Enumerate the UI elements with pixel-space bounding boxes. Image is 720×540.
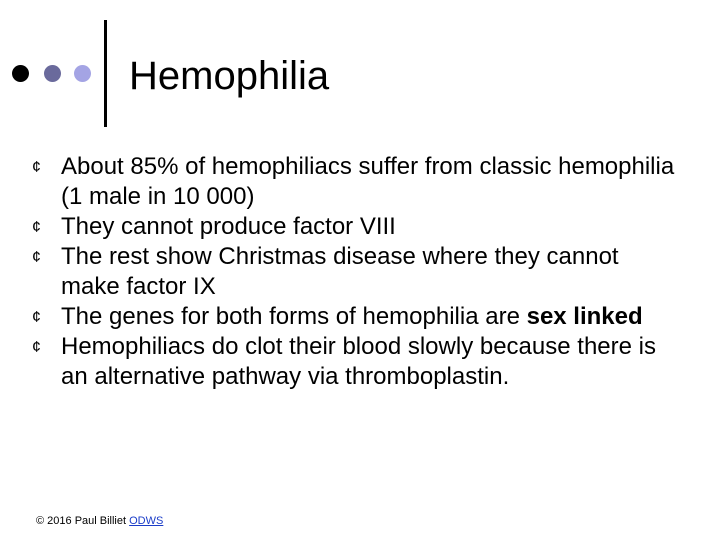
copyright-text: © 2016 Paul Billiet bbox=[36, 515, 130, 527]
odws-link[interactable]: ODWS bbox=[129, 515, 164, 527]
slide-title: Hemophilia bbox=[129, 54, 330, 98]
bullet-text: They cannot produce factor VIII bbox=[61, 213, 396, 240]
bold-term: sex linked bbox=[526, 303, 643, 330]
bullet-item bbox=[32, 212, 682, 242]
dot-lavender bbox=[74, 65, 91, 82]
bullet-icon: ¢ bbox=[32, 249, 41, 266]
bullet-icon: ¢ bbox=[32, 219, 41, 236]
bullet-text: The genes for both forms of hemophilia are sex linked bbox=[61, 303, 643, 330]
bullet-list bbox=[32, 152, 682, 392]
bullet-text: About 85% of hemophiliacs suffer from classic hemophilia (1 male in 10 000) bbox=[61, 153, 675, 210]
bullet-text: Hemophiliacs do clot their blood slowly because there is an alternative pathway via thromboplastin. bbox=[61, 333, 656, 390]
bullet-text: The rest show Christmas disease where they cannot make factor IX bbox=[61, 243, 619, 300]
dot-slate bbox=[44, 65, 61, 82]
bullet-icon: ¢ bbox=[32, 159, 41, 176]
bullet-icon: ¢ bbox=[32, 309, 41, 326]
dot-black bbox=[12, 65, 29, 82]
title-divider bbox=[104, 20, 107, 127]
bullet-item bbox=[32, 302, 682, 332]
footer bbox=[36, 514, 163, 528]
bullet-item bbox=[32, 332, 682, 392]
bullet-item bbox=[32, 242, 682, 302]
decorative-dots bbox=[8, 64, 98, 84]
bullet-icon: ¢ bbox=[32, 339, 41, 356]
bullet-item bbox=[32, 152, 682, 212]
